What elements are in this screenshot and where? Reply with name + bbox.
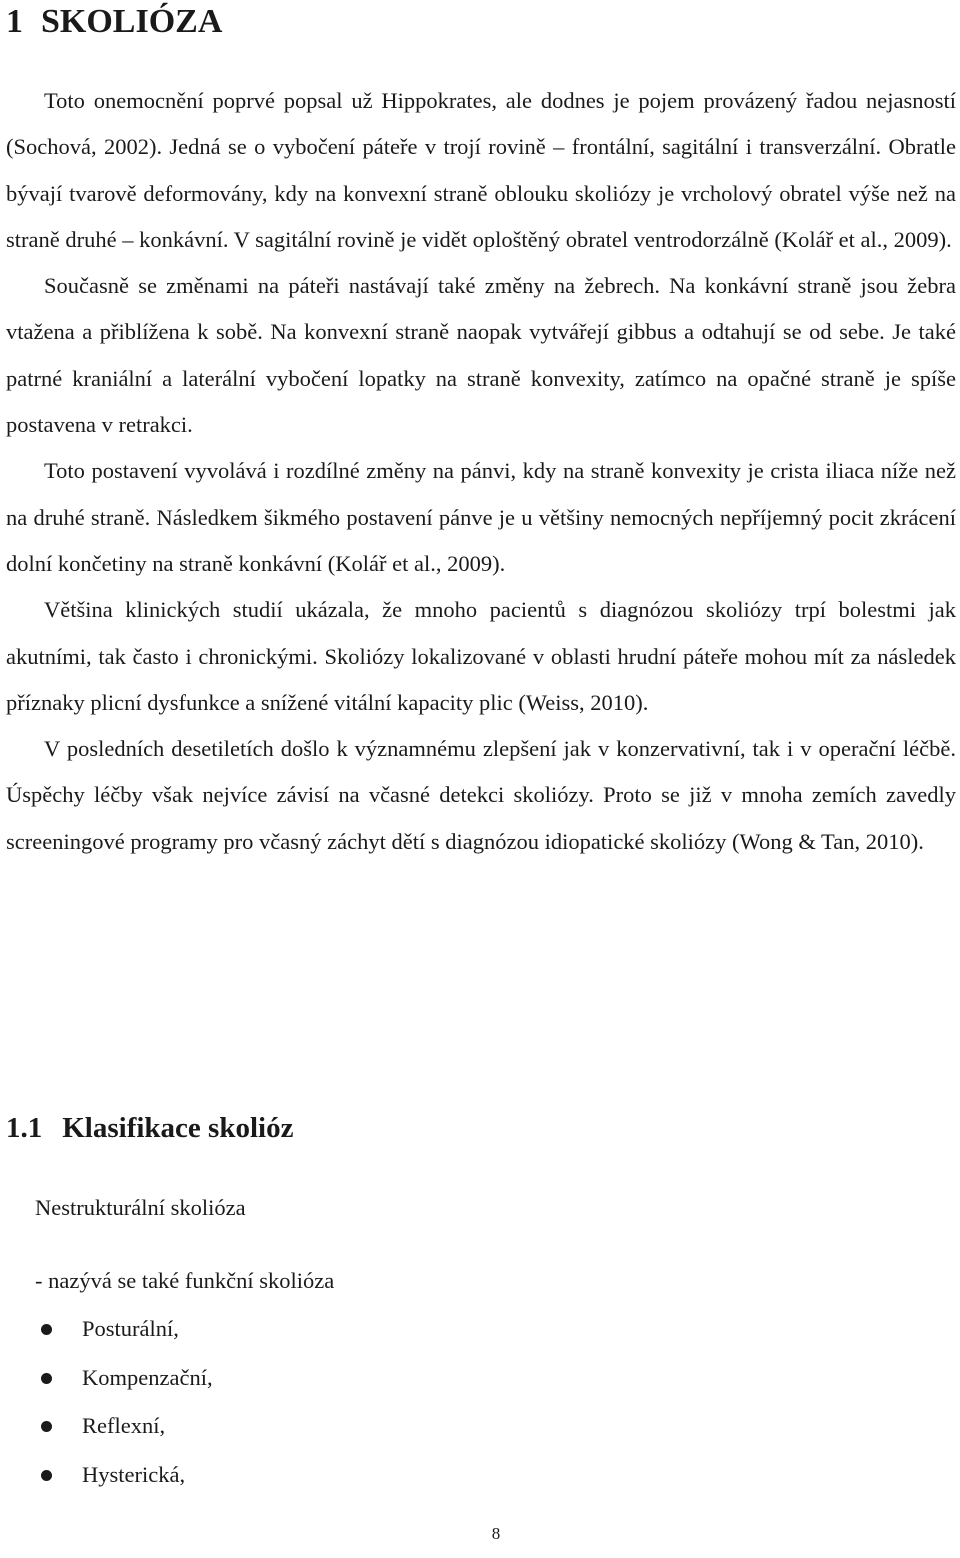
paragraph: Většina klinických studií ukázala, že mnoho pacientů s diagnózou skoliózy trpí bolestmi jak akutními, tak často i chronickými. Skoliózy lokalizované v oblasti hrudní páteře mohou mít za následek příznaky plicní dysfunkce a snížené vitální kapacity plic (Weiss, 2010).: [6, 597, 956, 715]
bullet-icon: [41, 1421, 52, 1432]
list-item-label: Kompenzační,: [82, 1364, 213, 1390]
bullet-list: [0, 1314, 213, 1509]
bullet-icon: [41, 1470, 52, 1481]
subheading: Nestrukturální skolióza: [35, 1195, 246, 1220]
list-item-label: Reflexní,: [82, 1413, 166, 1439]
chapter-heading: [6, 0, 222, 44]
intro-line: - nazývá se také funkční skolióza: [35, 1268, 335, 1293]
body-text: [6, 78, 956, 865]
paragraph: Toto postavení vyvolává i rozdílné změny na pánvi, kdy na straně konvexity je crista iliaca níže než na druhé straně. Následkem šikmého postavení pánve je u většiny nemocných nepříjemný pocit zkrácení dolní končetiny na straně konkávní (Kolář et al., 2009).: [6, 458, 956, 576]
section-title: Klasifikace skolióz: [62, 1112, 294, 1144]
list-item: [0, 1363, 213, 1412]
list-item-label: Posturální,: [82, 1316, 179, 1341]
chapter-title: SKOLIÓZA: [41, 3, 223, 40]
bullet-icon: [41, 1373, 52, 1384]
page-number: 8: [491, 1524, 501, 1543]
paragraph: Současně se změnami na páteři nastávají také změny na žebrech. Na konkávní straně jsou žebra vtažena a přiblížena k sobě. Na konvexní straně naopak vytvářejí gibbus a odtahují se od sebe. Je také patrné kraniální a laterální vybočení lopatky na straně konvexity, zatímco na opačné straně je spíše postavena v retrakci.: [6, 273, 956, 438]
section-number: 1.1: [6, 1112, 43, 1144]
list-item: [0, 1411, 213, 1460]
chapter-number: 1: [6, 3, 23, 40]
paragraph: V posledních desetiletích došlo k významnému zlepšení jak v konzervativní, tak i v operační léčbě. Úspěchy léčby však nejvíce závisí na včasné detekci skoliózy. Proto se již v mnoha zemích zavedly screeningové programy pro včasný záchyt dětí s diagnózou idiopatické skoliózy (Wong & Tan, 2010).: [6, 736, 956, 854]
list-item-label: Hysterická,: [82, 1462, 186, 1488]
list-item: [0, 1314, 213, 1363]
list-item: [0, 1460, 213, 1509]
section-heading: [6, 1106, 293, 1150]
paragraph: Toto onemocnění poprvé popsal už Hippokrates, ale dodnes je pojem provázený řadou nejasností (Sochová, 2002). Jedná se o vybočení páteře v trojí rovině – frontální, sagitální i transverzální. Obratle bývají tvarově deformovány, kdy na konvexní straně oblouku skoliózy je vrcholový obratel výše než na straně druhé – konkávní. V sagitální rovině je vidět oploštěný obratel ventrodorzálně (Kolář et al., 2009).: [6, 88, 956, 252]
bullet-icon: [41, 1324, 52, 1335]
